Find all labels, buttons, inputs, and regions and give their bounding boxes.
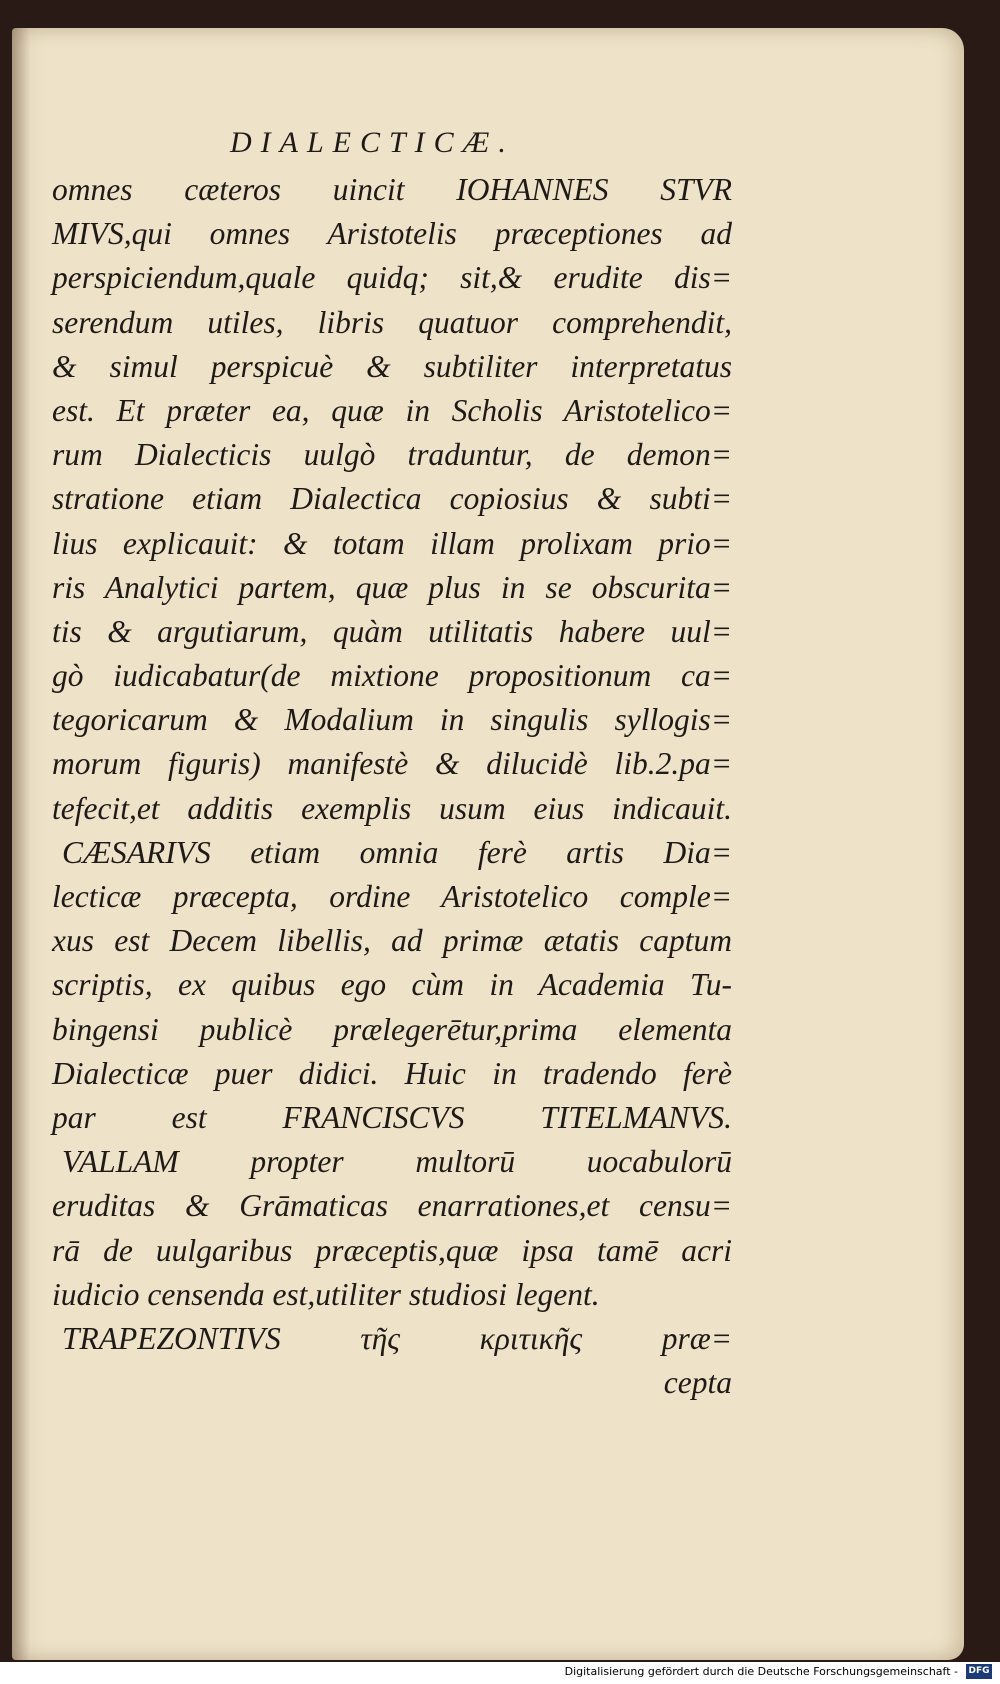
running-header: DIALECTICÆ. [230, 126, 515, 159]
text-line: iudicio censenda est,utiliter studiosi legent. [52, 1276, 600, 1312]
text-line: lius explicauit: & totam illam prolixam prio= [52, 525, 732, 561]
text-line: & simul perspicuè & subtiliter interpretatus [52, 348, 732, 384]
text-line: scriptis, ex quibus ego cùm in Academia Tu- [52, 967, 732, 1003]
book-page [12, 28, 964, 1660]
text-line: par est FRANCISCVS TITELMANVS. [52, 1099, 732, 1135]
footer-text: Digitalisierung gefördert durch die Deutsche Forschungsgemeinschaft - [564, 1665, 958, 1678]
catchword: cepta [663, 1365, 732, 1401]
body-text [52, 168, 732, 1405]
text-line: TRAPEZONTIVS τῆς κριτικῆς præ= [62, 1320, 732, 1356]
text-line: est. Et præter ea, quæ in Scholis Aristotelico= [52, 392, 732, 428]
text-line: omnes cæteros uincit IOHANNES STVR [52, 172, 732, 207]
text-line: tis & argutiarum, quàm utilitatis habere uul= [52, 613, 732, 649]
text-line: tegoricarum & Modalium in singulis syllogis= [52, 702, 732, 738]
text-line: stratione etiam Dialectica copiosius & subti= [52, 481, 732, 517]
text-line: CÆSARIVS etiam omnia ferè artis Dia= [62, 834, 732, 870]
text-line: MIVS,qui omnes Aristotelis præceptiones ad [52, 216, 732, 252]
text-line: eruditas & Grāmaticas enarrationes,et censu= [52, 1188, 732, 1224]
dfg-logo-icon: DFG [966, 1664, 992, 1679]
digitization-footer [0, 1662, 1000, 1684]
text-line: rum Dialecticis uulgò traduntur, de demon= [52, 437, 732, 473]
text-line: perspiciendum,quale quidq; sit,& erudite dis= [52, 260, 732, 296]
text-line: gò iudicabatur(de mixtione propositionum ca= [52, 658, 732, 694]
text-line: Dialecticæ puer didici. Huic in tradendo ferè [52, 1055, 732, 1091]
text-line: ris Analytici partem, quæ plus in se obscurita= [52, 569, 732, 605]
text-line: serendum utiles, libris quatuor comprehendit, [52, 304, 732, 340]
text-line: xus est Decem libellis, ad primæ ætatis captum [52, 923, 732, 959]
text-line: lecticæ præcepta, ordine Aristotelico comple= [52, 879, 732, 914]
text-line: bingensi publicè prælegerētur,prima elementa [52, 1011, 732, 1047]
text-line: rā de uulgaribus præceptis,quæ ipsa tamē acri [52, 1232, 732, 1268]
text-line: tefecit,et additis exemplis usum eius indicauit. [52, 790, 732, 826]
text-line: VALLAM propter multorū uocabulorū [62, 1144, 732, 1180]
text-line: morum figuris) manifestè & dilucidè lib.2.pa= [52, 746, 732, 782]
